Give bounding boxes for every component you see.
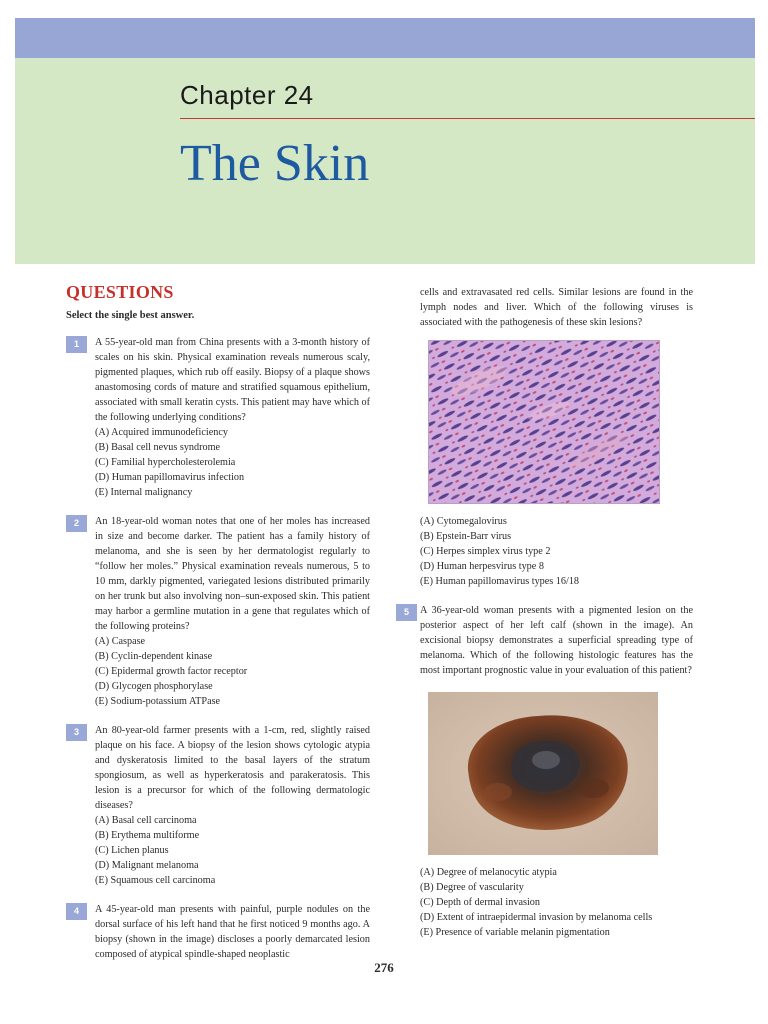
question-stem: An 80-year-old farmer presents with a 1-cm, red, slightly raised plaque on his face. A biopsy of the lesion shows cytologic atypia and dyskeratosis limited to the basal layers of the stratum spongiosum, as well as hyperkeratosis and parakeratosis. This lesion is a precursor for which of the following dermatologic diseases? [95,725,370,811]
answer-option[interactable]: (D) Glycogen phosphorylase [95,681,213,692]
question-number-badge: 2 [66,515,87,532]
answer-option[interactable]: (E) Human papillomavirus types 16/18 [420,576,580,587]
page-number: 276 [374,960,394,975]
question-stem: An 18-year-old woman notes that one of her moles has increased in size and become darker. The patient has a family history of melanoma, and she is seen by her dermatologist regularly to “follow her moles.” Physical examination reveals numerous, 5 to 10 mm, darkly pigmented, variegated lesions distributed primarily on her trunk but also involving non–sun-exposed skin. This patient may harbor a germline mutation in a gene that regulates which of the following proteins? [95,516,370,632]
answer-options [95,813,370,888]
answer-option[interactable]: (B) Epstein-Barr virus [420,531,512,542]
chapter-number: Chapter 24 [180,80,314,110]
answer-options [396,865,693,940]
clinical-photo [428,692,658,855]
answer-option[interactable]: (C) Lichen planus [95,845,169,856]
answer-option[interactable]: (E) Internal malignancy [95,487,193,498]
answer-option[interactable]: (B) Degree of vascularity [420,882,524,893]
answer-options [396,514,693,589]
question-4-continuation: cells and extravasated red cells. Similar lesions are found in the lymph nodes and liver. Which of the following viruses is associated with the pathogenesis of these skin lesions? [420,287,693,328]
right-column [396,285,693,940]
answer-option[interactable]: (D) Extent of intraepidermal invasion by melanoma cells [420,912,653,923]
left-column [66,282,370,976]
answer-option[interactable]: (E) Squamous cell carcinoma [95,875,216,886]
question-number-badge: 3 [66,724,87,741]
answer-option[interactable]: (D) Human papillomavirus infection [95,472,245,483]
question-stem: A 45-year-old man presents with painful, purple nodules on the dorsal surface of his left hand that he first noticed 9 months ago. A biopsy (shown in the image) discloses a poorly demarcated lesion composed of atypical spindle-shaped neoplastic [95,904,370,960]
question-stem: A 36-year-old woman presents with a pigmented lesion on the posterior aspect of her left calf (shown in the image). An excisional biopsy demonstrates a superficial spreading type of melanoma. Which of the following histologic features has the most important prognostic value in your evaluation of this patient? [420,605,693,676]
question-5 [396,603,693,678]
chapter-title: The Skin [180,135,370,192]
answer-option[interactable]: (A) Caspase [95,636,146,647]
question-2 [66,514,370,709]
chapter-header [15,58,755,264]
answer-option[interactable]: (D) Human herpesvirus type 8 [420,561,544,572]
answer-option[interactable]: (C) Familial hypercholesterolemia [95,457,236,468]
header-rule [180,118,755,119]
answer-option[interactable]: (E) Sodium-potassium ATPase [95,696,221,707]
question-number-badge: 5 [396,604,417,621]
answer-option[interactable]: (C) Herpes simplex virus type 2 [420,546,551,557]
answer-option[interactable]: (D) Malignant melanoma [95,860,199,871]
answer-option[interactable]: (B) Basal cell nevus syndrome [95,442,221,453]
question-1 [66,335,370,500]
question-4 [66,902,370,962]
answer-option[interactable]: (A) Cytomegalovirus [420,516,507,527]
instruction-text: Select the single best answer. [66,310,195,321]
answer-option[interactable]: (B) Cyclin-dependent kinase [95,651,213,662]
pigmented-lesion-photo [428,692,658,855]
question-3 [66,723,370,888]
answer-option[interactable]: (A) Basal cell carcinoma [95,815,197,826]
answer-option[interactable]: (C) Epidermal growth factor receptor [95,666,248,677]
answer-options [95,425,370,500]
answer-option[interactable]: (E) Presence of variable melanin pigmentation [420,927,610,938]
answer-option[interactable]: (A) Degree of melanocytic atypia [420,867,557,878]
histology-image [428,340,660,504]
answer-option[interactable]: (A) Acquired immunodeficiency [95,427,228,438]
question-number-badge: 1 [66,336,87,353]
question-stem: A 55-year-old man from China presents with a 3-month history of scales on his skin. Physical examination reveals numerous scaly, pigmented plaques, which rub off easily. Biopsy of a plaque shows anastomosing cords of mature and stratified squamous epithelium, associated with small keratin cysts. This patient may have which of the following underlying conditions? [95,337,370,423]
question-number-badge: 4 [66,903,87,920]
answer-options [95,634,370,709]
header-top-band [15,18,755,58]
spindle-cell-micrograph [429,341,659,503]
answer-option[interactable]: (B) Erythema multiforme [95,830,200,841]
answer-option[interactable]: (C) Depth of dermal invasion [420,897,540,908]
section-heading: QUESTIONS [66,282,174,302]
